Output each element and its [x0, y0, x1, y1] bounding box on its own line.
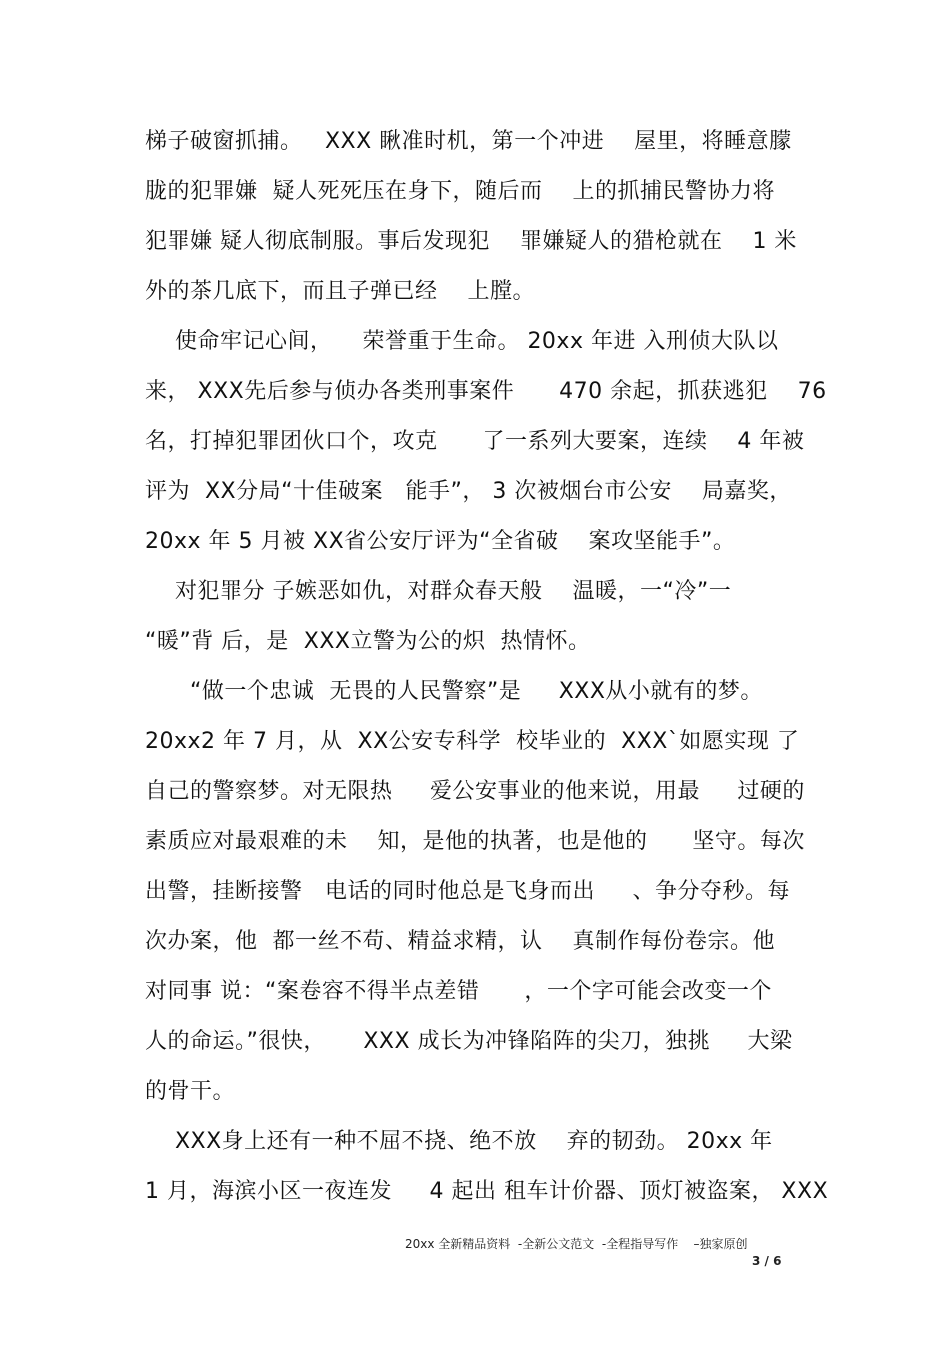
text-line: 20xx2 年 7 月，从 XX公安专科学 校毕业的 XXX`如愿实现 了 — [145, 729, 800, 754]
footer-text: 20xx 全新精品资料 -全新公文范文 -全程指导写作 –独家原创 — [405, 1237, 748, 1251]
text-line: 犯罪嫌 疑人彻底制服。事后发现犯 罪嫌疑人的猎枪就在 1 米 — [145, 229, 797, 254]
text-line: 出警，挂断接警 电话的同时他总是飞身而出 、争分夺秒。每 — [145, 879, 790, 904]
text-line: 对同事 说：“案卷容不得半点差错 ，一个字可能会改变一个 — [145, 979, 772, 1004]
text-line: XXX身上还有一种不屈不挠、绝不放 弃的韧劲。 20xx 年 — [145, 1129, 773, 1154]
text-line: 的骨干。 — [145, 1079, 236, 1104]
text-line: 20xx 年 5 月被 XX省公安厅评为“全省破 案攻坚能手”。 — [145, 529, 736, 554]
text-line: 外的茶几底下，而且子弹已经 上膛。 — [145, 279, 535, 304]
text-line: 胧的犯罪嫌 疑人死死压在身下，随后而 上的抓捕民警协力将 — [145, 179, 775, 204]
text-line: 名，打掉犯罪团伙口个，攻克 了一系列大要案，连续 4 年被 — [145, 429, 805, 454]
page-number: 3 / 6 — [752, 1254, 782, 1268]
text-line: 评为 XX分局“十佳破案 能手”， 3 次被烟台市公安 局嘉奖， — [145, 479, 792, 504]
text-line: 人的命运。”很快， XXX 成长为冲锋陷阵的尖刀，独挑 大梁 — [145, 1029, 793, 1054]
text-line: 使命牢记心间， 荣誉重于生命。 20xx 年进 入刑侦大队以 — [145, 329, 779, 354]
text-line: 对犯罪分 子嫉恶如仇，对群众春天般 温暖，一“冷”一 — [145, 579, 732, 604]
text-line: 梯子破窗抓捕。 XXX 瞅准时机，第一个冲进 屋里，将睡意朦 — [145, 129, 792, 154]
text-line: 自己的警察梦。对无限热 爱公安事业的他来说，用最 过硬的 — [145, 779, 805, 804]
text-line: 次办案，他 都一丝不苟、精益求精，认 真制作每份卷宗。他 — [145, 929, 775, 954]
text-line: “做一个忠诚 无畏的人民警察”是 XXX从小就有的梦。 — [145, 679, 763, 704]
text-line: 1 月，海滨小区一夜连发 4 起出 租车计价器、顶灯被盗案， XXX — [145, 1179, 829, 1204]
text-line: “暖”背 后，是 XXX立警为公的炽 热情怀。 — [145, 629, 591, 654]
text-line: 来， XXX先后参与侦办各类刑事案件 470 余起，抓获逃犯 76 — [145, 379, 827, 404]
text-line: 素质应对最艰难的未 知，是他的执著，也是他的 坚守。每次 — [145, 829, 805, 854]
